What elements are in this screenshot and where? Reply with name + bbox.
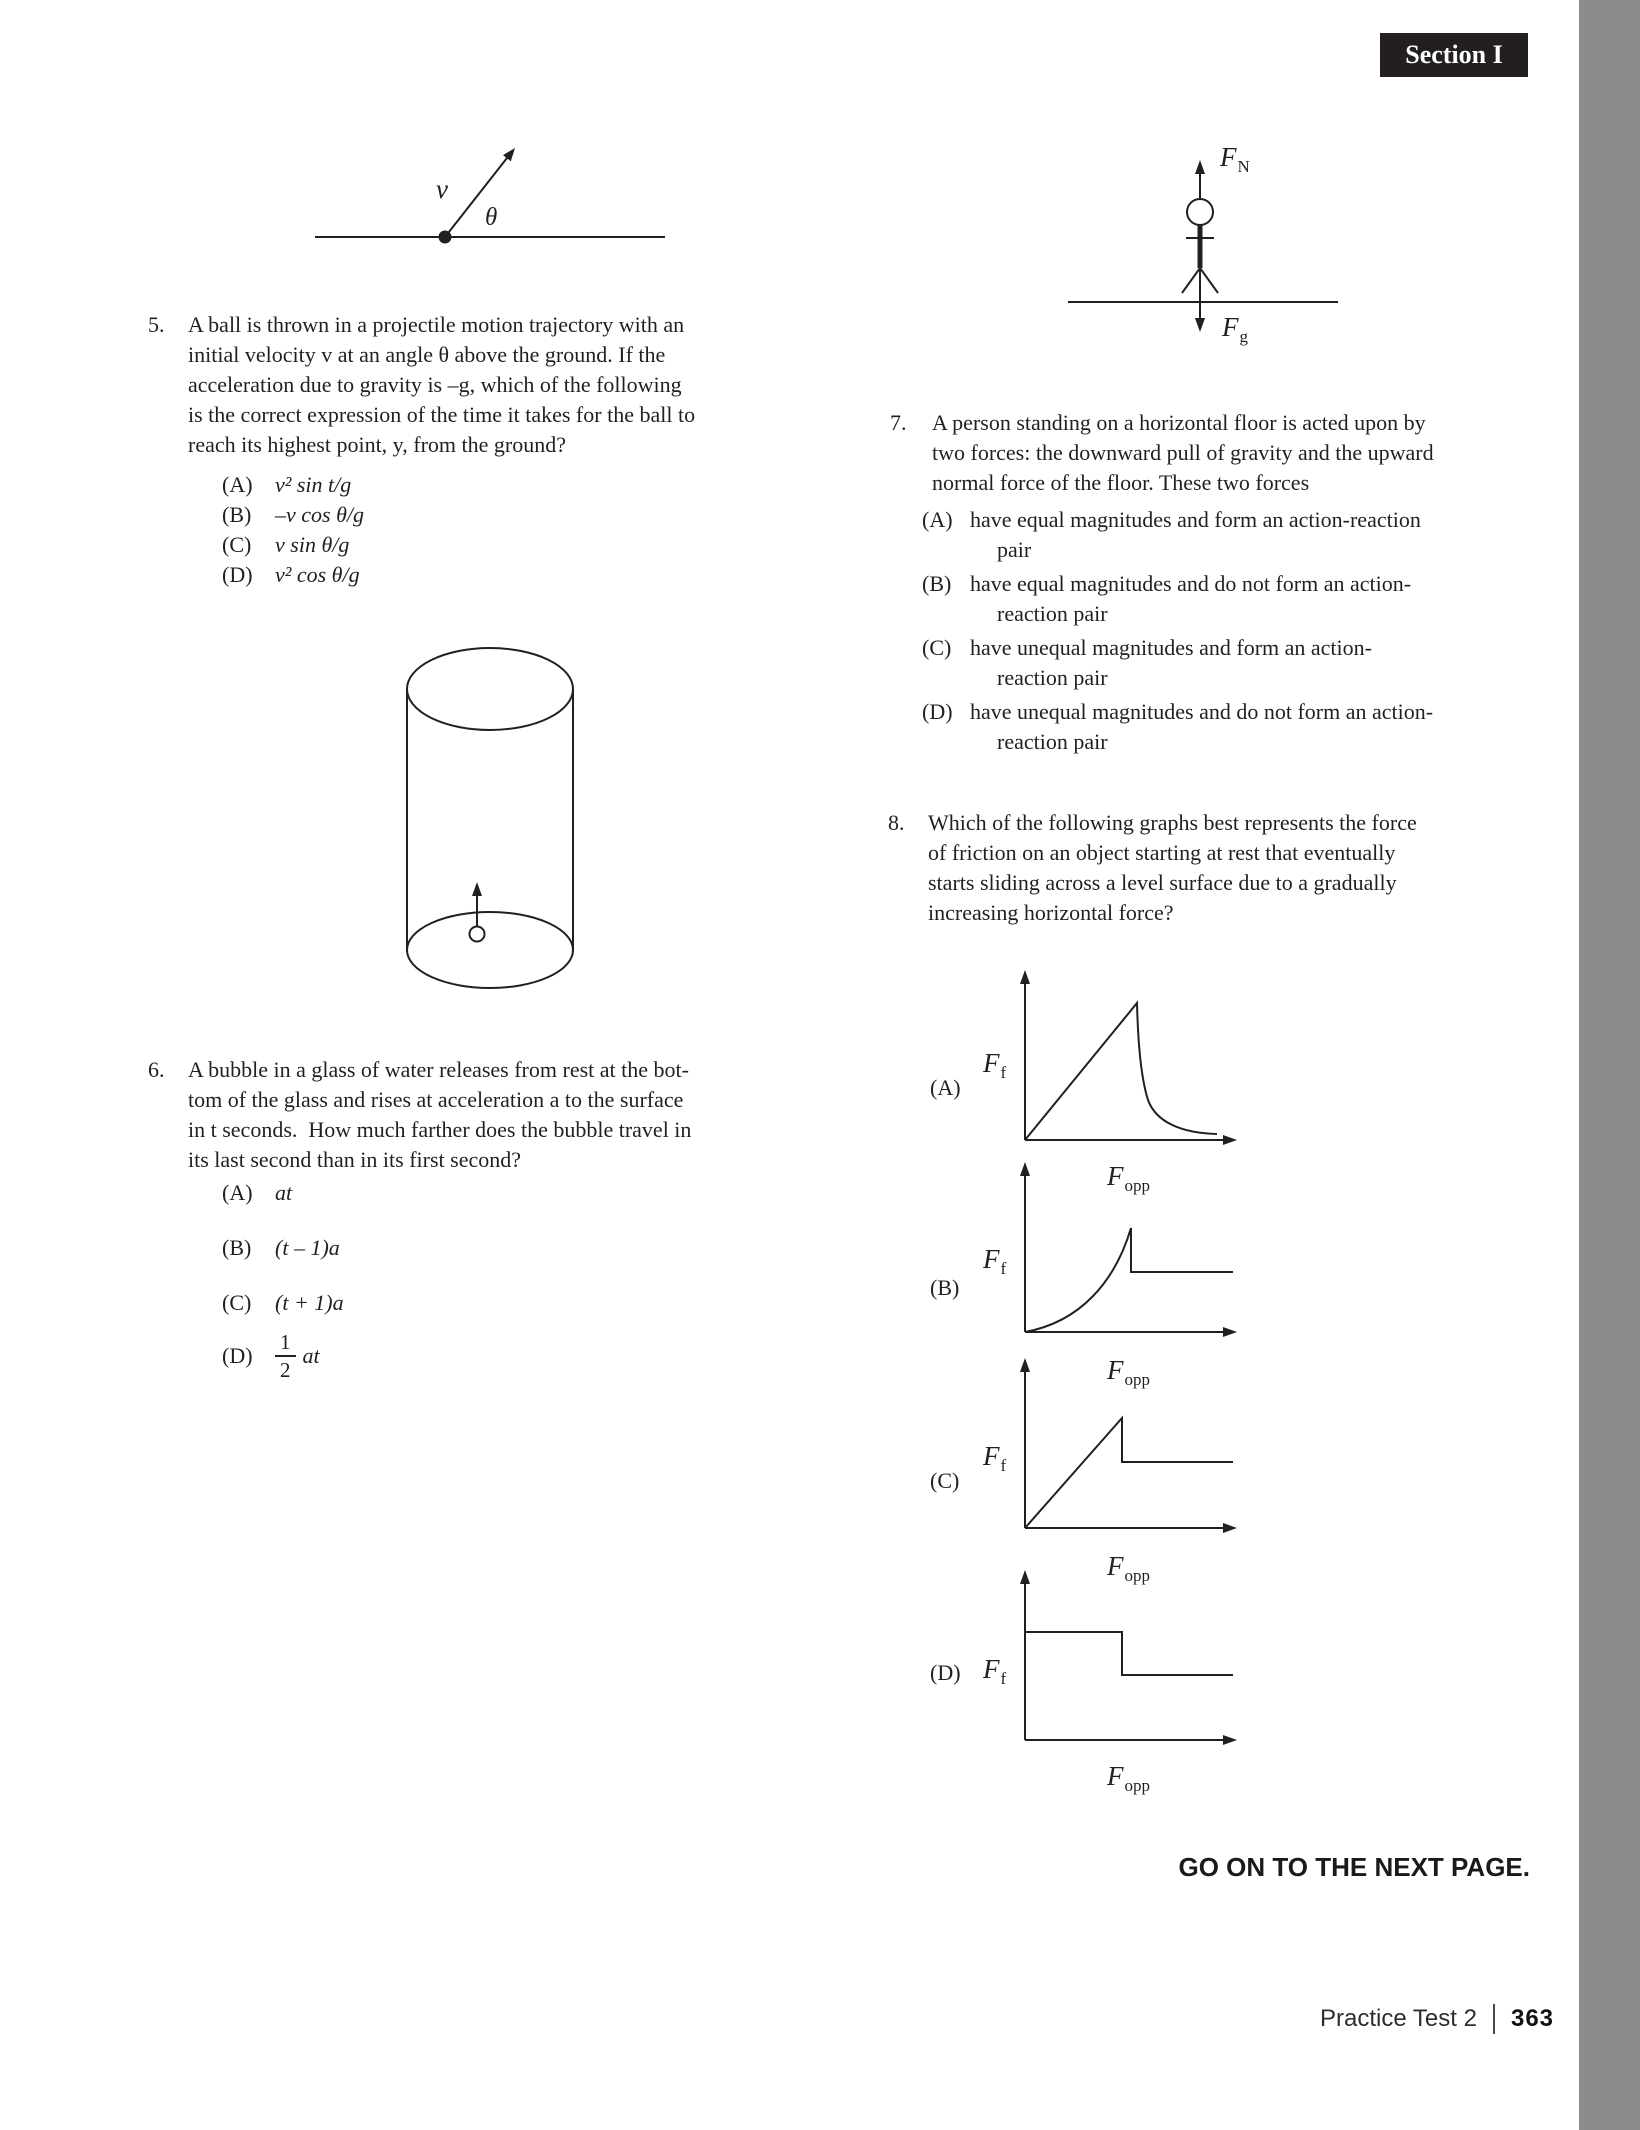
- stem-line: acceleration due to gravity is –g, which of the following: [188, 372, 682, 397]
- graph-option-letter: (A): [930, 1075, 961, 1100]
- option-row: [222, 530, 364, 560]
- person-forces-figure: [1060, 110, 1350, 345]
- friction-axis-label: [983, 1443, 1006, 1479]
- footer-page-number: 363: [1510, 2005, 1555, 2032]
- axis-subscript: opp: [1124, 1776, 1150, 1796]
- question-6-number: 6.: [148, 1057, 165, 1082]
- graph-option-letter: (C): [930, 1468, 960, 1493]
- velocity-arrow: [445, 158, 507, 237]
- option-fraction: [275, 1330, 296, 1382]
- option-row: [222, 1233, 340, 1263]
- option-letter: (B): [222, 1235, 252, 1260]
- option-letter: (A): [222, 1180, 253, 1205]
- axis-symbol: F: [983, 1048, 1000, 1078]
- option-line: have equal magnitudes and form an action-reaction: [970, 507, 1421, 532]
- projectile-figure: [300, 95, 680, 255]
- section-badge: [1380, 33, 1528, 77]
- gravity-force-symbol: F: [1222, 312, 1239, 342]
- option-text: v² sin t/g: [275, 472, 352, 497]
- y-axis-arrowhead-icon: [1020, 1162, 1030, 1176]
- axis-symbol: F: [1107, 1161, 1124, 1191]
- y-axis-arrowhead-icon: [1020, 970, 1030, 984]
- axis-subscript: f: [1000, 1456, 1007, 1476]
- question-6-stem: [188, 1055, 848, 1175]
- normal-force-subscript: N: [1237, 157, 1250, 177]
- option-row: [922, 633, 1522, 693]
- x-axis-arrowhead-icon: [1223, 1735, 1237, 1745]
- graph-c-plot: [1005, 1338, 1255, 1548]
- option-text: (t + 1)a: [275, 1290, 344, 1315]
- gravity-force-arrowhead-icon: [1195, 318, 1205, 332]
- axis-symbol: F: [1107, 1551, 1124, 1581]
- option-row: [222, 1288, 344, 1318]
- page-footer: [1320, 2002, 1554, 2036]
- go-on-notice: GO ON TO THE NEXT PAGE.: [1178, 1852, 1530, 1882]
- option-letter: (A): [922, 507, 953, 532]
- question-5: [148, 310, 848, 460]
- option-letter: (B): [922, 571, 952, 596]
- graph-option-letter: (D): [930, 1660, 961, 1685]
- normal-force-symbol: F: [1220, 142, 1237, 172]
- stem-line: starts sliding across a level surface due to a gradually: [928, 870, 1397, 895]
- question-5-options: [222, 470, 364, 590]
- option-row: [922, 569, 1522, 629]
- option-letter: (D): [922, 699, 953, 724]
- option-row: [922, 505, 1522, 565]
- axis-symbol: F: [983, 1244, 1000, 1274]
- x-axis-arrowhead-icon: [1223, 1523, 1237, 1533]
- option-text: –v cos θ/g: [275, 502, 365, 527]
- option-text: [970, 633, 1372, 693]
- option-letter: (B): [222, 502, 252, 527]
- axis-symbol: F: [983, 1654, 1000, 1684]
- option-line: have equal magnitudes and do not form an action-: [970, 571, 1412, 596]
- y-axis-arrowhead-icon: [1020, 1570, 1030, 1584]
- question-8: [888, 808, 1538, 928]
- normal-force-arrowhead-icon: [1195, 160, 1205, 174]
- option-row: [222, 560, 364, 590]
- stem-line: two forces: the downward pull of gravity and the upward: [932, 440, 1434, 465]
- page-edge-bar: [1579, 0, 1640, 2130]
- person-right-leg: [1200, 268, 1218, 293]
- bubble-rise-arrowhead-icon: [472, 882, 482, 896]
- option-row: [222, 470, 364, 500]
- option-line: have unequal magnitudes and do not form an action-: [970, 699, 1434, 724]
- gravity-force-label: [1222, 314, 1248, 350]
- question-7: [890, 408, 1540, 498]
- option-text: (t – 1)a: [275, 1235, 340, 1260]
- axis-symbol: F: [1107, 1355, 1124, 1385]
- stem-line: reach its highest point, y, from the ground?: [188, 432, 566, 457]
- question-6: [148, 1055, 848, 1175]
- stem-line: its last second than in its first second?: [188, 1147, 521, 1172]
- option-letter: (C): [222, 532, 252, 557]
- cylinder-figure: [395, 640, 595, 1000]
- option-text: at: [275, 1180, 293, 1205]
- option-line: pair: [997, 537, 1032, 562]
- option-letter: (D): [222, 562, 253, 587]
- person-head: [1187, 199, 1213, 225]
- option-text: [970, 697, 1433, 757]
- stem-line: A bubble in a glass of water releases from rest at the bot-: [188, 1057, 689, 1082]
- footer-label: Practice Test 2: [1320, 2005, 1477, 2032]
- stem-line: normal force of the floor. These two forces: [932, 470, 1310, 495]
- question-5-stem: [188, 310, 848, 460]
- fraction-denominator: 2: [280, 1358, 291, 1382]
- x-axis-arrowhead-icon: [1223, 1327, 1237, 1337]
- friction-curve: [1025, 1003, 1217, 1140]
- option-line: reaction pair: [997, 665, 1108, 690]
- question-7-number: 7.: [890, 410, 907, 435]
- axis-subscript: opp: [1124, 1370, 1150, 1390]
- option-row: [922, 697, 1522, 757]
- footer-separator: [1493, 2004, 1495, 2034]
- option-letter: (C): [922, 635, 952, 660]
- stem-line: of friction on an object starting at rest that eventually: [928, 840, 1396, 865]
- question-8-stem: [928, 808, 1538, 928]
- graph-d-plot: [1005, 1550, 1255, 1760]
- stem-line: tom of the glass and rises at acceleration a to the surface: [188, 1087, 684, 1112]
- option-text: v sin θ/g: [275, 532, 350, 557]
- friction-axis-label: [983, 1050, 1006, 1086]
- option-text: at: [302, 1343, 320, 1368]
- graph-a-plot: [1005, 950, 1255, 1160]
- axis-subscript: f: [1000, 1063, 1007, 1083]
- cylinder-top: [407, 648, 573, 730]
- cylinder-bottom: [407, 912, 573, 988]
- option-row: [222, 500, 364, 530]
- bubble: [470, 927, 485, 942]
- question-7-options: [922, 505, 1522, 761]
- question-7-stem: [932, 408, 1540, 498]
- option-line: have unequal magnitudes and form an action-: [970, 635, 1372, 660]
- axis-subscript: opp: [1124, 1566, 1150, 1586]
- gravity-force-subscript: g: [1239, 327, 1248, 347]
- graph-option-letter: (B): [930, 1275, 960, 1300]
- graph-b-plot: [1005, 1142, 1255, 1352]
- option-row: [222, 1330, 320, 1382]
- option-letter: (D): [222, 1343, 253, 1368]
- stem-line: increasing horizontal force?: [928, 900, 1174, 925]
- option-line: reaction pair: [997, 729, 1108, 754]
- axis-subscript: opp: [1124, 1176, 1150, 1196]
- option-text: v² cos θ/g: [275, 562, 360, 587]
- stem-line: in t seconds. How much farther does the bubble travel in: [188, 1117, 692, 1142]
- axis-subscript: f: [1000, 1259, 1007, 1279]
- velocity-label: v: [436, 174, 448, 204]
- axis-subscript: f: [1000, 1669, 1007, 1689]
- stem-line: A ball is thrown in a projectile motion trajectory with an: [188, 312, 685, 337]
- stem-line: Which of the following graphs best represents the force: [928, 810, 1417, 835]
- friction-curve: [1025, 1418, 1233, 1528]
- opposing-force-axis-label: [1107, 1763, 1150, 1799]
- theta-label: θ: [485, 204, 498, 231]
- option-letter: (A): [222, 472, 253, 497]
- friction-curve: [1025, 1228, 1233, 1332]
- friction-axis-label: [983, 1246, 1006, 1282]
- fraction-numerator: 1: [275, 1330, 296, 1357]
- question-5-number: 5.: [148, 312, 165, 337]
- stem-line: A person standing on a horizontal floor is acted upon by: [932, 410, 1426, 435]
- y-axis-arrowhead-icon: [1020, 1358, 1030, 1372]
- graph-option-d: [880, 1550, 1275, 1812]
- stem-line: is the correct expression of the time it takes for the ball to: [188, 402, 696, 427]
- friction-axis-label: [983, 1656, 1006, 1692]
- axis-symbol: F: [983, 1441, 1000, 1471]
- normal-force-label: [1220, 144, 1250, 180]
- question-8-number: 8.: [888, 810, 905, 835]
- option-letter: (C): [222, 1290, 252, 1315]
- option-text: [970, 505, 1421, 565]
- axis-symbol: F: [1107, 1761, 1124, 1791]
- friction-curve: [1026, 1632, 1233, 1675]
- option-line: reaction pair: [997, 601, 1108, 626]
- person-left-leg: [1182, 268, 1200, 293]
- option-text: [970, 569, 1411, 629]
- option-row: [222, 1178, 292, 1208]
- section-badge-label: Section I: [1405, 40, 1503, 69]
- stem-line: initial velocity v at an angle θ above the ground. If the: [188, 342, 666, 367]
